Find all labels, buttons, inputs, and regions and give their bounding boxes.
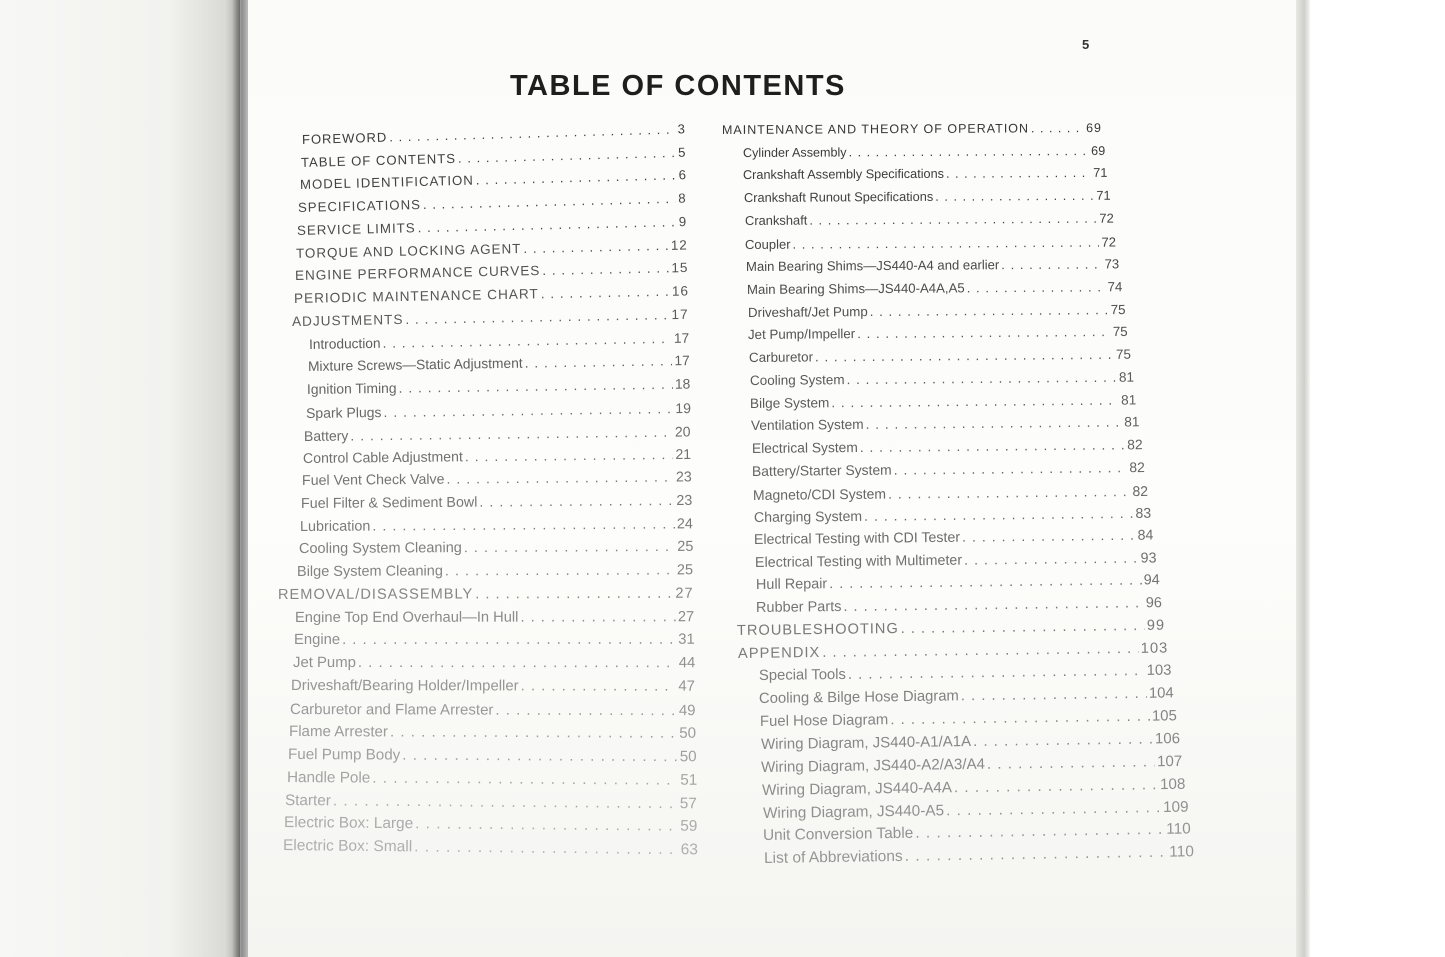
toc-dot-leader bbox=[540, 285, 669, 301]
toc-dot-leader bbox=[465, 447, 674, 463]
toc-dot-leader bbox=[1001, 258, 1102, 272]
toc-entry-label: Carburetor and Flame Arrester bbox=[290, 700, 494, 719]
toc-entry-label: Main Bearing Shims—JS440-A4A,A5 bbox=[746, 280, 965, 298]
toc-entry-page: 63 bbox=[680, 841, 699, 859]
toc-dot-leader bbox=[966, 280, 1105, 294]
toc-entry-page: 104 bbox=[1149, 685, 1174, 702]
toc-entry-label: Coupler bbox=[745, 236, 792, 252]
toc-dot-leader bbox=[859, 438, 1125, 454]
toc-entry-page: 99 bbox=[1146, 617, 1166, 634]
toc-entry-page: 108 bbox=[1159, 775, 1186, 794]
toc-entry-page: 96 bbox=[1146, 595, 1163, 612]
toc-dot-leader bbox=[525, 355, 673, 371]
toc-dot-leader bbox=[496, 702, 677, 718]
toc-entry-label: REMOVAL/DISASSEMBLY bbox=[278, 586, 474, 603]
toc-entry-page: 3 bbox=[677, 121, 687, 137]
toc-entry-page: 81 bbox=[1118, 369, 1134, 385]
toc-dot-leader bbox=[523, 239, 669, 256]
toc-entry-label: Crankshaft Assembly Specifications bbox=[743, 167, 945, 183]
toc-entry-page: 17 bbox=[674, 330, 690, 346]
toc-entry-label: Fuel Filter & Sediment Bowl bbox=[300, 494, 478, 512]
toc-dot-leader bbox=[888, 484, 1130, 501]
toc-entry bbox=[288, 747, 697, 764]
toc-entry-page: 6 bbox=[678, 167, 687, 183]
previous-page bbox=[0, 0, 240, 957]
toc-entry-page: 25 bbox=[677, 562, 694, 579]
toc-dot-leader bbox=[954, 777, 1158, 795]
toc-entry-page: 109 bbox=[1162, 798, 1189, 816]
toc-entry-page: 24 bbox=[676, 515, 693, 533]
toc-entry-label: MODEL IDENTIFICATION bbox=[299, 173, 474, 193]
toc-entry-page: 75 bbox=[1115, 346, 1131, 363]
toc-dot-leader bbox=[987, 754, 1155, 772]
toc-dot-leader bbox=[890, 709, 1150, 727]
toc-entry-label: Hull Repair bbox=[755, 576, 828, 594]
toc-dot-leader bbox=[463, 540, 675, 556]
toc-entry bbox=[278, 587, 694, 603]
toc-entry-label: Battery bbox=[304, 427, 349, 444]
toc-entry-label: Wiring Diagram, JS440-A2/A3/A4 bbox=[761, 755, 986, 777]
toc-dot-leader bbox=[869, 303, 1108, 318]
toc-entry bbox=[747, 303, 1125, 319]
toc-entry-label: Charging System bbox=[753, 508, 862, 526]
toc-dot-leader bbox=[846, 371, 1117, 387]
toc-dot-leader bbox=[832, 393, 1120, 409]
toc-entry-label: Magneto/CDI System bbox=[752, 485, 887, 503]
toc-dot-leader bbox=[962, 529, 1136, 545]
toc-entry-label: Starter bbox=[285, 791, 332, 809]
toc-entry bbox=[301, 494, 692, 511]
toc-entry-page: 50 bbox=[679, 724, 697, 743]
toc-dot-leader bbox=[333, 793, 678, 811]
toc-dot-leader bbox=[901, 619, 1145, 637]
page-edge bbox=[1296, 0, 1310, 957]
toc-entry-label: Spark Plugs bbox=[305, 403, 382, 421]
toc-entry-label: Engine bbox=[293, 632, 340, 649]
page-title: TABLE OF CONTENTS bbox=[510, 70, 846, 102]
toc-entry-page: 9 bbox=[678, 213, 688, 230]
toc-entry-label: TORQUE AND LOCKING AGENT bbox=[295, 240, 522, 261]
toc-entry-page: 82 bbox=[1126, 437, 1143, 453]
toc-entry-label: Unit Conversion Table bbox=[763, 824, 914, 845]
toc-entry-label: Cooling & Bilge Hose Diagram bbox=[759, 688, 960, 707]
toc-entry-page: 49 bbox=[678, 701, 696, 719]
toc-entry-page: 12 bbox=[670, 237, 688, 253]
toc-dot-leader bbox=[894, 461, 1128, 477]
toc-entry-label: Ventilation System bbox=[750, 417, 864, 434]
toc-entry-page: 8 bbox=[678, 190, 688, 206]
toc-entry-page: 50 bbox=[679, 748, 697, 766]
toc-dot-leader bbox=[865, 416, 1122, 432]
toc-entry-page: 69 bbox=[1086, 121, 1103, 136]
toc-entry-label: Electric Box: Large bbox=[284, 814, 414, 833]
toc-entry-page: 19 bbox=[674, 399, 691, 417]
toc-dot-leader bbox=[961, 687, 1147, 704]
toc-entry bbox=[722, 122, 1102, 136]
toc-dot-leader bbox=[946, 167, 1091, 181]
toc-entry-label: Fuel Vent Check Valve bbox=[302, 471, 445, 490]
toc-entry-page: 23 bbox=[676, 492, 693, 509]
toc-entry-label: Rubber Parts bbox=[756, 599, 842, 617]
toc-dot-leader bbox=[390, 725, 677, 741]
toc-entry-page: 18 bbox=[674, 375, 691, 392]
toc-entry-page: 27 bbox=[675, 585, 694, 602]
toc-entry-label: Electrical Testing with Multimeter bbox=[754, 552, 963, 571]
toc-entry-label: Introduction bbox=[309, 335, 381, 352]
toc-dot-leader bbox=[402, 748, 678, 765]
toc-entry-page: 107 bbox=[1157, 753, 1183, 771]
toc-entry-page: 81 bbox=[1124, 414, 1140, 430]
toc-entry-label: ENGINE PERFORMANCE CURVES bbox=[294, 263, 541, 284]
toc-entry-page: 106 bbox=[1154, 730, 1180, 748]
toc-entry bbox=[293, 656, 695, 671]
toc-dot-leader bbox=[857, 325, 1111, 340]
toc-dot-leader bbox=[973, 732, 1153, 750]
toc-entry-label: Battery/Starter System bbox=[752, 461, 893, 479]
toc-entry-label: Special Tools bbox=[758, 667, 846, 685]
toc-entry-label: Fuel Pump Body bbox=[287, 746, 401, 764]
toc-entry-label: Lubrication bbox=[299, 518, 371, 535]
toc-dot-leader bbox=[964, 551, 1139, 567]
toc-entry-page: 15 bbox=[671, 260, 689, 276]
toc-dot-leader bbox=[848, 145, 1089, 159]
toc-entry-label: List of Abbreviations bbox=[763, 847, 903, 867]
toc-entry-label: TROUBLESHOOTING bbox=[737, 620, 899, 639]
toc-entry-label: Crankshaft Runout Specifications bbox=[744, 188, 934, 206]
toc-entry-page: 16 bbox=[671, 283, 689, 299]
toc-entry-label: TABLE OF CONTENTS bbox=[300, 150, 456, 170]
toc-entry-label: Crankshaft bbox=[744, 212, 808, 228]
toc-entry-label: Jet Pump bbox=[292, 655, 356, 672]
toc-dot-leader bbox=[342, 633, 676, 648]
toc-entry-page: 110 bbox=[1169, 843, 1195, 861]
toc-entry-label: Wiring Diagram, JS440-A5 bbox=[762, 801, 944, 822]
toc-entry bbox=[287, 770, 697, 788]
toc-entry-label: Bilge System bbox=[750, 394, 830, 411]
toc-dot-leader bbox=[445, 563, 675, 579]
toc-entry bbox=[744, 187, 1111, 206]
toc-entry-page: 105 bbox=[1151, 707, 1177, 725]
toc-entry-label: APPENDIX bbox=[737, 644, 821, 662]
toc-entry-page: 71 bbox=[1096, 187, 1111, 203]
toc-entry-page: 72 bbox=[1101, 234, 1117, 250]
toc-entry-label: Electrical Testing with CDI Tester bbox=[754, 529, 961, 548]
toc-entry bbox=[295, 610, 694, 625]
toc-entry-page: 17 bbox=[674, 353, 690, 369]
toc-entry-label: Electrical System bbox=[751, 440, 858, 457]
toc-entry-label: Control Cable Adjustment bbox=[303, 448, 464, 467]
toc-entry bbox=[297, 563, 693, 579]
toc-entry-label: SPECIFICATIONS bbox=[298, 197, 422, 216]
toc-entry-label: Electric Box: Small bbox=[282, 837, 413, 856]
toc-entry-label: Wiring Diagram, JS440-A4A bbox=[761, 779, 952, 799]
toc-entry-page: 75 bbox=[1113, 324, 1128, 340]
toc-entry-page: 21 bbox=[675, 446, 692, 463]
toc-entry-page: 5 bbox=[677, 144, 687, 160]
toc-dot-leader bbox=[475, 587, 673, 602]
toc-dot-leader bbox=[520, 610, 675, 625]
toc-entry bbox=[745, 235, 1116, 251]
toc-entry-label: MAINTENANCE AND THEORY OF OPERATION bbox=[721, 121, 1030, 137]
toc-entry-label: Carburetor bbox=[748, 349, 813, 366]
toc-entry-page: 44 bbox=[678, 655, 695, 672]
toc-entry bbox=[290, 702, 696, 718]
toc-dot-leader bbox=[521, 679, 677, 694]
toc-dot-leader bbox=[415, 816, 678, 834]
page-number: 5 bbox=[1082, 37, 1090, 52]
toc-entry-label: FOREWORD bbox=[301, 129, 388, 147]
toc-dot-leader bbox=[809, 213, 1097, 228]
toc-dot-leader bbox=[1031, 122, 1084, 135]
toc-entry-page: 75 bbox=[1110, 301, 1126, 317]
toc-entry-label: Main Bearing Shims—JS440-A4 and earlier bbox=[746, 257, 1000, 275]
toc-entry-label: SERVICE LIMITS bbox=[297, 220, 417, 238]
toc-entry-page: 72 bbox=[1099, 210, 1114, 226]
toc-entry-page: 57 bbox=[680, 794, 698, 812]
toc-entry-label: Driveshaft/Jet Pump bbox=[747, 303, 868, 320]
toc-entry-label: Handle Pole bbox=[286, 768, 370, 787]
toc-entry-label: PERIODIC MAINTENANCE CHART bbox=[293, 286, 539, 307]
toc-entry-page: 73 bbox=[1104, 256, 1120, 272]
toc-dot-leader bbox=[372, 517, 675, 533]
toc-entry-label: Bilge System Cleaning bbox=[297, 563, 444, 581]
toc-dot-leader bbox=[935, 190, 1094, 204]
toc-entry-page: 110 bbox=[1166, 820, 1192, 839]
toc-dot-leader bbox=[414, 839, 679, 857]
toc-entry bbox=[743, 145, 1105, 160]
toc-entry bbox=[294, 633, 695, 648]
toc-entry-label: Mixture Screws—Static Adjustment bbox=[307, 356, 523, 375]
toc-entry-page: 25 bbox=[676, 539, 693, 556]
toc-entry-label: Ignition Timing bbox=[306, 379, 397, 398]
toc-entry-page: 31 bbox=[678, 632, 695, 649]
toc-dot-leader bbox=[447, 471, 675, 487]
toc-entry bbox=[300, 517, 693, 534]
toc-entry-label: Fuel Hose Diagram bbox=[759, 711, 889, 730]
toc-entry-page: 84 bbox=[1137, 527, 1154, 544]
toc-entry-page: 94 bbox=[1143, 572, 1160, 589]
toc-entry bbox=[285, 793, 697, 812]
toc-dot-leader bbox=[372, 770, 678, 787]
toc-entry-label: Wiring Diagram, JS440-A1/A1A bbox=[760, 733, 971, 754]
toc-entry-page: 74 bbox=[1107, 279, 1123, 295]
toc-entry-page: 59 bbox=[680, 817, 698, 836]
toc-entry-page: 23 bbox=[675, 469, 692, 486]
toc-dot-leader bbox=[793, 235, 1100, 250]
toc-entry-label: Cooling System Cleaning bbox=[298, 540, 462, 558]
toc-dot-leader bbox=[357, 656, 676, 671]
toc-entry-page: 83 bbox=[1135, 504, 1151, 522]
toc-entry bbox=[291, 679, 695, 695]
toc-entry-page: 71 bbox=[1093, 166, 1108, 181]
toc-entry bbox=[745, 212, 1114, 227]
toc-entry bbox=[298, 540, 693, 557]
toc-entry-page: 81 bbox=[1121, 392, 1137, 408]
toc-entry-page: 69 bbox=[1090, 143, 1105, 158]
toc-entry-page: 27 bbox=[677, 608, 695, 625]
toc-entry-label: Driveshaft/Bearing Holder/Impeller bbox=[291, 677, 519, 695]
toc-entry-page: 47 bbox=[678, 678, 696, 695]
toc-entry-page: 103 bbox=[1146, 662, 1172, 680]
toc-entry-page: 20 bbox=[675, 423, 692, 440]
toc-dot-leader bbox=[815, 348, 1114, 364]
toc-entry-label: Cooling System bbox=[749, 372, 845, 388]
toc-entry bbox=[289, 724, 696, 741]
toc-entry-label: ADJUSTMENTS bbox=[292, 311, 405, 329]
toc-entry-page: 93 bbox=[1140, 550, 1157, 567]
toc-entry-label: Cylinder Assembly bbox=[742, 145, 847, 160]
toc-entry-label: Jet Pump/Impeller bbox=[748, 326, 856, 343]
toc-dot-leader bbox=[479, 494, 674, 510]
toc-entry-label: Engine Top End Overhaul—In Hull bbox=[294, 609, 519, 626]
toc-entry-page: 82 bbox=[1129, 458, 1146, 475]
toc-dot-leader bbox=[946, 800, 1161, 819]
toc-entry-label: Flame Arrester bbox=[288, 723, 388, 741]
toc-entry-page: 17 bbox=[671, 306, 690, 323]
toc-entry-page: 51 bbox=[679, 771, 697, 789]
toc-entry-page: 103 bbox=[1140, 640, 1169, 657]
toc-entry-page: 82 bbox=[1132, 482, 1149, 499]
